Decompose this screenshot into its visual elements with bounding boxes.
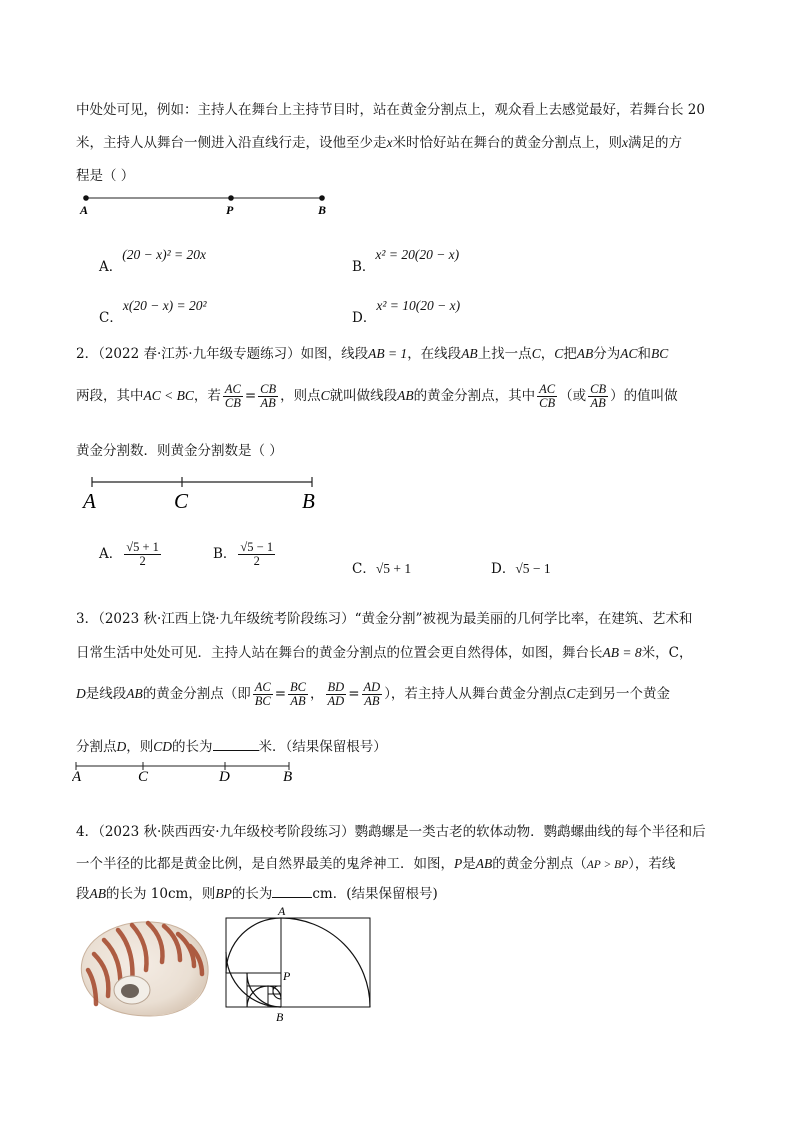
q4-line3-c: 的长为 <box>231 886 273 902</box>
q2-option-a-frac <box>124 541 161 568</box>
q1-text-line3: 程是（ ） <box>76 168 135 184</box>
q2-option-d[interactable] <box>491 557 551 577</box>
q4-label-b: B <box>276 1010 284 1024</box>
q3-f4-den: AB <box>364 694 380 709</box>
q3-line2 <box>76 641 692 661</box>
q2-option-a-den: 2 <box>139 554 146 569</box>
q3-line3-c: ），若主持人从舞台黄金分割点 <box>384 686 567 703</box>
q3-line4 <box>76 735 387 755</box>
q1-point-p <box>228 195 234 201</box>
q1-option-c-label: C． <box>99 310 123 326</box>
q1-option-b[interactable] <box>352 243 460 275</box>
q2-line1-e: 把 <box>563 346 577 362</box>
q1-option-a-expr: (20 − x)² = 20x <box>122 247 206 262</box>
q1-option-a[interactable] <box>99 243 206 275</box>
q3-d-2: D <box>116 739 127 754</box>
q4-golden-spiral-figure <box>222 904 382 1024</box>
q2-option-d-label: D． <box>491 561 516 577</box>
q1-option-d[interactable] <box>352 294 461 326</box>
q2-number: 2． <box>76 346 99 362</box>
q2-option-a-num: √5 + 1 <box>126 540 159 554</box>
q3-line4-c: 的长为 <box>172 739 213 755</box>
q3-line4-a: 分割点 <box>76 739 117 755</box>
q3-f1-num: AC <box>254 680 271 694</box>
q4-line2-c: 的黄金分割点（ <box>492 856 587 872</box>
q2-frac-cb-ab-den: AB <box>260 396 276 411</box>
q1-figure <box>74 190 344 220</box>
q2-frac-ac-cb <box>223 383 243 410</box>
q2-ab: AB <box>461 346 478 361</box>
q1-option-c-expr: x(20 − x) = 20² <box>122 298 207 313</box>
q1-text-line2-b: 米时恰好站在舞台的黄金分割点上，则 <box>392 135 622 151</box>
q1-point-a <box>83 195 89 201</box>
q3-label-d: D <box>219 769 230 784</box>
q4-line1-text: 鹦鹉螺是一类古老的软体动物．鹦鹉螺曲线的每个半径和后 <box>354 824 706 840</box>
q2-option-b-label: B． <box>213 546 237 563</box>
q4-line2-a: 一个半径的比都是黄金比例，是自然界最美的鬼斧神工．如图， <box>76 856 454 872</box>
q3-number: 3． <box>76 611 99 627</box>
q4-line3 <box>76 882 438 902</box>
q2-option-d-expr: √5 − 1 <box>515 561 551 576</box>
q2-line2 <box>76 383 678 410</box>
q2-ab-eq: AB = 1 <box>368 346 408 361</box>
q1-text-line1: 中处处可见，例如：主持人在舞台上主持节目时，站在黄金分割点上，观众看上去感觉最好，若舞台长 20 <box>76 102 705 118</box>
q3-f2-num: BC <box>290 680 307 694</box>
q3-f3-num: BD <box>327 680 345 694</box>
q4-line2-d: ），若线 <box>628 856 676 872</box>
q3-ab-eq: AB = 8 <box>602 645 642 660</box>
q4-line3-b: 的长为 10cm，则 <box>106 886 216 902</box>
q2-label-b: B <box>302 489 315 513</box>
q2-option-a-label: A． <box>99 546 123 563</box>
q4-number: 4． <box>76 824 99 840</box>
q4-line2-b: 是 <box>462 856 476 872</box>
nautilus-shell-image <box>70 914 215 1020</box>
q3-line3-a: 是线段 <box>85 686 127 703</box>
q1-option-d-expr: x² = 10(20 − x) <box>376 298 461 313</box>
q4-label-a: A <box>278 904 286 918</box>
q4-answer-blank[interactable] <box>272 897 312 898</box>
q1-var-x: x <box>386 135 393 150</box>
q2-line1 <box>76 342 668 362</box>
q2-line3: 黄金分割数．则黄金分割数是（ ） <box>76 443 283 459</box>
q3-line3-b: 的黄金分割点（即 <box>142 686 251 703</box>
q2-c-3: C <box>320 388 330 404</box>
q3-f3-den: AD <box>327 694 345 709</box>
q2-option-b-num: √5 − 1 <box>240 540 274 554</box>
q4-source: （2023 秋·陕西西安·九年级校考阶段练习） <box>98 824 355 840</box>
q3-f2-den: AB <box>290 694 306 709</box>
q1-option-b-expr: x² = 20(20 − x) <box>375 247 460 262</box>
q4-p: P <box>454 856 463 871</box>
q1-point-b <box>319 195 325 201</box>
q2-frac-cb-ab-num: CB <box>260 382 277 396</box>
q4-line3-d: cm．(结果保留根号) <box>312 886 438 902</box>
q2-line2-c: ，则点 <box>280 388 321 405</box>
q3-frac-4 <box>362 681 383 708</box>
q3-line4-b: ，则 <box>126 739 154 755</box>
q1-label-b: B <box>318 203 327 217</box>
q2-frac3-den: AB <box>590 396 606 411</box>
q2-c-2: C <box>554 346 564 361</box>
q2-line1-f: 分为 <box>593 346 621 362</box>
q2-option-b[interactable] <box>213 541 277 568</box>
q2-frac-cb-ab <box>258 383 278 410</box>
q3-label-c: C <box>138 769 149 784</box>
q3-c: C <box>566 686 576 702</box>
q3-line2-b: 米，C， <box>641 645 693 661</box>
q4-bp: BP <box>215 886 232 901</box>
q2-frac-cb-ab-2 <box>588 383 608 410</box>
q3-line4-d: 米．（结果保留根号） <box>258 739 387 755</box>
q2-ac: AC <box>620 346 638 361</box>
q2-label-a: A <box>83 489 96 513</box>
q2-line2-f: （或 <box>559 388 587 405</box>
q1-option-d-label: D． <box>352 310 377 326</box>
q4-line2 <box>76 852 675 872</box>
q3-line1 <box>76 607 692 627</box>
q2-ab-2: AB <box>576 346 594 361</box>
q4-line1 <box>76 820 706 840</box>
q3-ab: AB <box>126 686 143 702</box>
q2-line2-d: 就叫做线段 <box>329 388 398 405</box>
q1-option-b-label: B． <box>352 259 376 275</box>
q2-frac3-num: CB <box>590 382 607 396</box>
q3-figure <box>72 760 302 784</box>
q3-line3-d: 走到另一个黄金 <box>575 686 670 703</box>
q2-line2-b: ，若 <box>193 388 221 405</box>
q3-line1-text: “黄金分割”被视为最美丽的几何学比率，在建筑、艺术和 <box>354 611 693 627</box>
q2-and: 和 <box>637 346 651 362</box>
q3-line2-a: 日常生活中处处可见．主持人站在舞台的黄金分割点的位置会更自然得体，如图，舞台长 <box>76 645 603 661</box>
q2-option-c-label: C． <box>352 561 376 577</box>
q1-var-x-2: x <box>622 135 628 150</box>
q1-label-a: A <box>80 203 89 217</box>
q2-line1-d: ， <box>540 346 555 362</box>
q1-text-line2-a: 米，主持人从舞台一侧进入沿直线行走，设他至少走 <box>76 135 387 151</box>
q3-f4-num: AD <box>363 680 381 694</box>
q3-comma: ， <box>310 686 324 703</box>
q1-text-line2-c: 满足的方 <box>628 135 682 151</box>
q2-option-a[interactable] <box>99 541 163 568</box>
q2-bc: BC <box>650 346 669 361</box>
q3-label-b: B <box>283 769 293 784</box>
q3-frac-3 <box>326 681 347 708</box>
q3-frac-1 <box>253 681 273 708</box>
q2-line1-b: ，在线段 <box>407 346 462 362</box>
q2-line1-a: 如图，线段 <box>300 346 369 362</box>
q3-eq-2: = <box>348 686 360 703</box>
q4-label-p: P <box>283 969 291 983</box>
q2-option-c[interactable] <box>352 557 411 577</box>
q2-line2-g: ）的值叫做 <box>610 388 678 405</box>
q2-option-c-expr: √5 + 1 <box>375 561 412 576</box>
q2-source: （2022 春·江苏·九年级专题练习） <box>98 346 301 362</box>
q3-cd: CD <box>153 739 173 754</box>
q1-option-c[interactable] <box>99 294 207 326</box>
q1-option-a-label: A． <box>99 259 123 275</box>
q2-frac2-den: CB <box>539 396 556 411</box>
q2-ab-3: AB <box>397 388 414 404</box>
q3-frac-2 <box>288 681 308 708</box>
q2-frac-ac-cb-den: CB <box>224 396 241 411</box>
q2-eq: = <box>244 388 257 405</box>
q2-line1-c: 上找一点 <box>477 346 532 362</box>
q1-text-line2 <box>76 131 682 151</box>
q4-ab: AB <box>475 856 493 871</box>
q2-frac-ac-cb-num: AC <box>224 382 241 396</box>
q3-line3 <box>76 681 670 708</box>
q2-label-c: C <box>174 489 189 513</box>
q4-outer-rectangle <box>226 918 370 1007</box>
q4-line3-a: 段 <box>76 886 90 902</box>
q3-f1-den: BC <box>254 694 271 709</box>
q2-frac-ac-cb-2 <box>537 383 557 410</box>
q3-d: D <box>76 686 86 702</box>
q2-figure <box>78 474 328 520</box>
q3-label-a: A <box>72 769 82 784</box>
q3-answer-blank[interactable] <box>213 750 259 751</box>
q3-eq-1: = <box>274 686 287 703</box>
q2-line2-a: 两段，其中 <box>76 388 144 405</box>
q2-option-b-frac <box>238 541 275 568</box>
q2-ineq: AC < BC <box>143 388 194 404</box>
q4-ab-2: AB <box>89 886 106 901</box>
q4-ineq: AP > BP <box>586 859 629 871</box>
q1-label-p: P <box>226 203 234 217</box>
q2-frac2-num: AC <box>539 382 556 396</box>
q2-option-b-den: 2 <box>253 554 260 569</box>
q3-source: （2023 秋·江西上饶·九年级统考阶段练习） <box>98 611 355 627</box>
q2-line2-e: 的黄金分割点，其中 <box>413 388 536 405</box>
q2-c: C <box>531 346 541 361</box>
